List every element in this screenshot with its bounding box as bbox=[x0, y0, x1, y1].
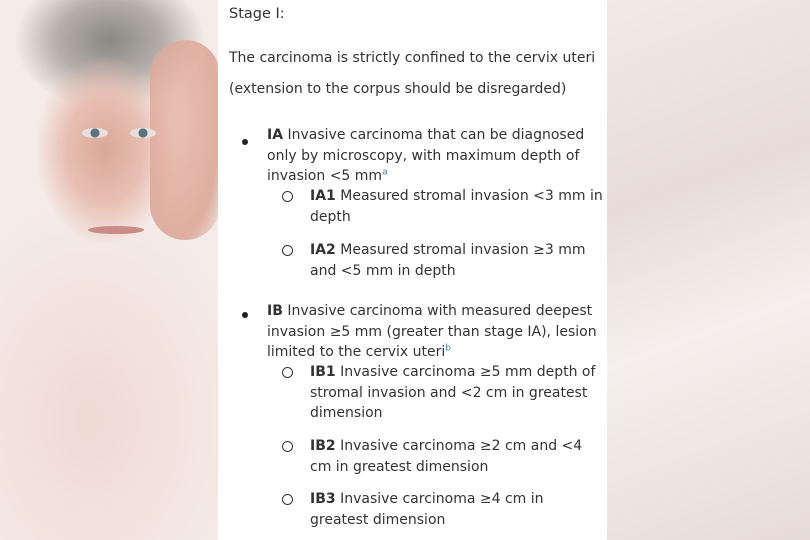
substage-ib1 bbox=[310, 362, 606, 424]
intro-line-2: (extension to the corpus should be disregarded) bbox=[229, 81, 567, 97]
substage-text: Invasive carcinoma ≥2 cm and <4 cm in greatest dimension bbox=[310, 438, 583, 475]
circle-bullet-icon bbox=[282, 367, 293, 378]
substage-code: IA1 bbox=[310, 188, 336, 204]
bullet-icon bbox=[242, 139, 248, 145]
portrait-right-eye bbox=[130, 128, 156, 138]
circle-bullet-icon bbox=[282, 441, 293, 452]
substage-text: Invasive carcinoma ≥5 mm depth of stromal invasion and <2 cm in greatest dimension bbox=[310, 364, 596, 421]
substage-ia2 bbox=[310, 240, 606, 281]
substage-ib2 bbox=[310, 436, 606, 477]
circle-bullet-icon bbox=[282, 191, 293, 202]
circle-bullet-icon bbox=[282, 494, 293, 505]
right-background-decoration bbox=[607, 0, 810, 540]
item-text: Invasive carcinoma that can be diagnosed only by microscopy, with maximum depth of invasion <5 mm bbox=[267, 127, 585, 184]
circle-bullet-icon bbox=[282, 245, 293, 256]
content-panel bbox=[218, 0, 607, 540]
substage-text: Measured stromal invasion <3 mm in depth bbox=[310, 188, 603, 225]
background-portrait-photo bbox=[0, 0, 218, 540]
substage-text: Invasive carcinoma ≥4 cm in greatest dimension bbox=[310, 491, 544, 528]
item-code: IB bbox=[267, 303, 283, 319]
substage-code: IB1 bbox=[310, 364, 336, 380]
bullet-icon bbox=[242, 312, 248, 318]
stage-item-ib bbox=[267, 301, 597, 363]
substage-code: IA2 bbox=[310, 242, 336, 258]
intro-line-1: The carcinoma is strictly confined to the cervix uteri bbox=[229, 50, 596, 66]
substage-code: IB2 bbox=[310, 438, 336, 454]
stage-item-ia bbox=[267, 125, 597, 187]
portrait-mouth bbox=[88, 226, 144, 234]
portrait-left-eye bbox=[82, 128, 108, 138]
portrait-hand bbox=[150, 40, 220, 240]
footnote-marker: b bbox=[445, 343, 451, 354]
substage-ia1 bbox=[310, 186, 606, 227]
footnote-marker: a bbox=[382, 167, 388, 178]
stage-title: Stage I: bbox=[229, 6, 285, 22]
item-text: Invasive carcinoma with measured deepest invasion ≥5 mm (greater than stage IA), lesion limited to the cervix uteri bbox=[267, 303, 597, 360]
substage-code: IB3 bbox=[310, 491, 336, 507]
substage-text: Measured stromal invasion ≥3 mm and <5 mm in depth bbox=[310, 242, 586, 279]
item-code: IA bbox=[267, 127, 284, 143]
substage-ib3 bbox=[310, 489, 606, 530]
